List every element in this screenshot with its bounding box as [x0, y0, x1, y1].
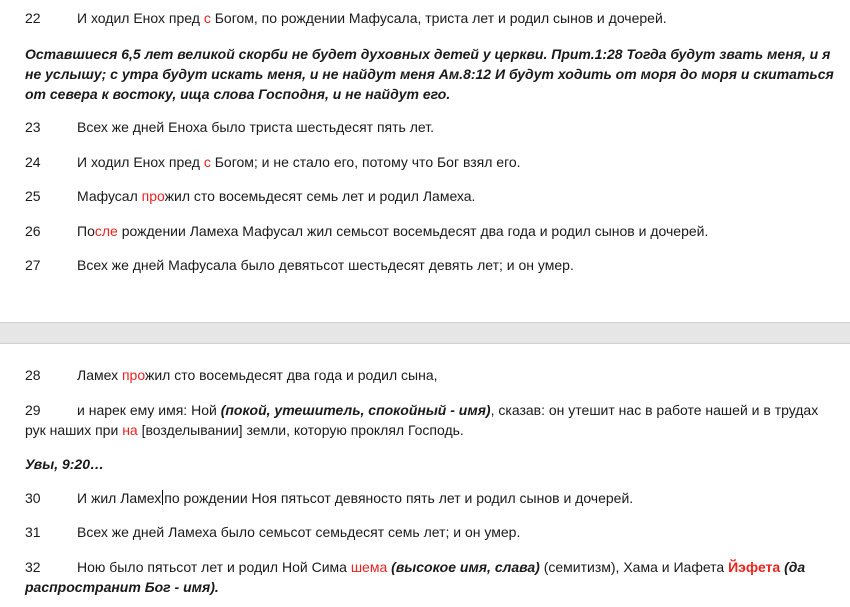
commentary-note: Увы, 9:20… [25, 456, 104, 472]
verse-text: Богом; и не стало его, потому что Бог взял его. [210, 154, 521, 170]
highlighted-text: про [121, 367, 145, 383]
name-meaning: (да [784, 559, 806, 575]
verse-text: Богом, по рождении Мафусала, триста лет и родил сынов и дочерей. [210, 10, 667, 26]
verse-text: по рождении Ноя пятьсот девяносто пять лет и родил сынов и дочерей. [164, 490, 634, 506]
verse-text: жил сто восемьдесят два года и родил сына, [144, 367, 438, 383]
verse-text: жил сто восемьдесят семь лет и родил Ламеха. [164, 188, 476, 204]
commentary-line-2: не услышу; с утра будут искать меня, и не найдут меня Ам.8:12 И будут ходить от моря до моря и скитаться [25, 66, 834, 82]
name-meaning: (высокое имя, слава) [391, 559, 540, 575]
verse-text: Всех же дней Ламеха было семьсот семьдесят семь лет; и он умер. [77, 524, 521, 540]
verse-text: По [77, 223, 95, 239]
verse-27 [25, 255, 842, 275]
commentary-line-1: Оставшиеся 6,5 лет великой скорби не будет духовных детей у церкви. Прит.1:28 Тогда будут звать меня, и я [25, 46, 831, 62]
verse-number: 24 [25, 154, 41, 170]
highlighted-text: с [203, 10, 211, 26]
verse-text: Всех же дней Мафусала было девятьсот шестьдесят девять лет; и он умер. [77, 257, 574, 273]
verse-number: 22 [25, 10, 41, 26]
verse-number: 32 [25, 559, 41, 575]
verse-number: 29 [25, 402, 41, 418]
verse-32 [25, 557, 842, 577]
verse-30 [25, 488, 842, 508]
verse-24 [25, 152, 842, 172]
verse-text: (семитизм), Хама и Иафета [539, 559, 729, 575]
verse-28 [25, 365, 842, 385]
verse-number: 31 [25, 524, 41, 540]
verse-text: Ною было пятьсот лет и родил Ной Сима [77, 559, 351, 575]
verse-number: 26 [25, 223, 41, 239]
verse-text: Всех же дней Еноха было триста шестьдесят пять лет. [77, 119, 434, 135]
verse-text: Ламех [77, 367, 122, 383]
page-break-gap [0, 322, 850, 344]
highlighted-text: Йэфета [728, 559, 781, 575]
verse-text: рождении Ламеха Мафусал жил семьсот восемьдесят два года и родил сынов и дочерей. [117, 223, 709, 239]
verse-text: И жил Ламех [77, 490, 162, 506]
document-page-2 [0, 344, 850, 607]
verse-32-line-2: распространит Бог - имя). [25, 579, 219, 595]
verse-text: и нарек ему имя: Ной [77, 402, 221, 418]
verse-text: И ходил Енох пред [77, 154, 204, 170]
verse-25 [25, 186, 842, 206]
verse-29 [25, 400, 842, 420]
verse-23 [25, 117, 842, 137]
verse-text: рук наших при [25, 422, 123, 438]
name-meaning: (покой, утешитель, спокойный - имя) [220, 402, 491, 418]
highlighted-text: про [141, 188, 165, 204]
verse-text: [возделывании] земли, которую проклял Господь. [137, 422, 464, 438]
verse-text: , сказав: он утешит нас в работе нашей и в трудах [490, 402, 819, 418]
highlighted-text: на [122, 422, 138, 438]
verse-number: 27 [25, 257, 41, 273]
highlighted-text: сле [94, 223, 118, 239]
highlighted-text: с [203, 154, 211, 170]
verse-text: Мафусал [77, 188, 142, 204]
verse-31 [25, 522, 842, 542]
verse-29-line-2 [25, 420, 842, 440]
highlighted-text: шема [350, 559, 388, 575]
commentary-line-3: от севера к востоку, ища слова Господня, и не найдут его. [25, 86, 451, 102]
verse-number: 28 [25, 367, 41, 383]
verse-number: 23 [25, 119, 41, 135]
verse-26 [25, 221, 842, 241]
verse-22 [25, 8, 842, 28]
verse-number: 30 [25, 490, 41, 506]
verse-text: И ходил Енох пред [77, 10, 204, 26]
verse-number: 25 [25, 188, 41, 204]
